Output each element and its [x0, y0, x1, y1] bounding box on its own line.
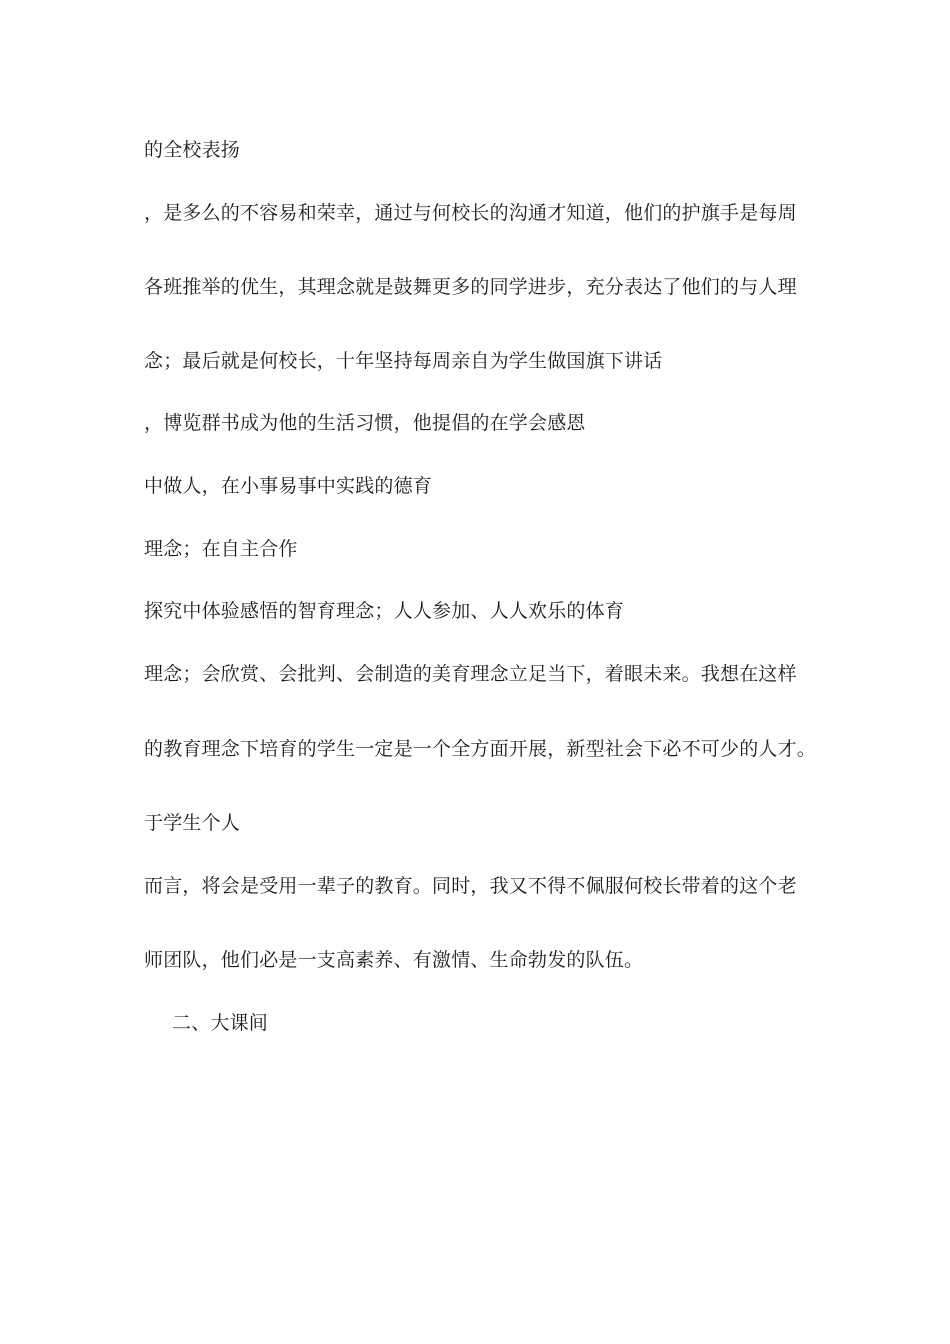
section-heading: 二、大课间: [172, 1012, 269, 1034]
text-line-12: 而言，将会是受用一辈子的教育。同时，我又不得不佩服何校长带着的这个老: [144, 875, 797, 897]
text-line-9: 理念；会欣赏、会批判、会制造的美育理念立足当下，着眼未来。我想在这样: [144, 663, 797, 685]
text-line-10: 的教育理念下培育的学生一定是一个全方面开展，新型社会下必不可少的人才。: [144, 738, 817, 760]
text-line-5: ，博览群书成为他的生活习惯，他提倡的在学会感恩: [144, 412, 586, 434]
text-line-6: 中做人，在小事易事中实践的德育: [144, 475, 433, 497]
text-line-3: 各班推举的优生，其理念就是鼓舞更多的同学进步，充分表达了他们的与人理: [144, 276, 797, 298]
text-line-11: 于学生个人: [144, 812, 241, 834]
text-line-1: 的全校表扬: [144, 139, 241, 161]
text-line-7: 理念；在自主合作: [144, 538, 298, 560]
text-line-8: 探究中体验感悟的智育理念；人人参加、人人欢乐的体育: [144, 600, 625, 622]
text-line-4: 念；最后就是何校长，十年坚持每周亲自为学生做国旗下讲话: [144, 350, 663, 372]
text-line-2: ，是多么的不容易和荣幸，通过与何校长的沟通才知道，他们的护旗手是每周: [144, 202, 797, 224]
text-line-13: 师团队，他们必是一支高素养、有激情、生命勃发的队伍。: [144, 949, 644, 971]
